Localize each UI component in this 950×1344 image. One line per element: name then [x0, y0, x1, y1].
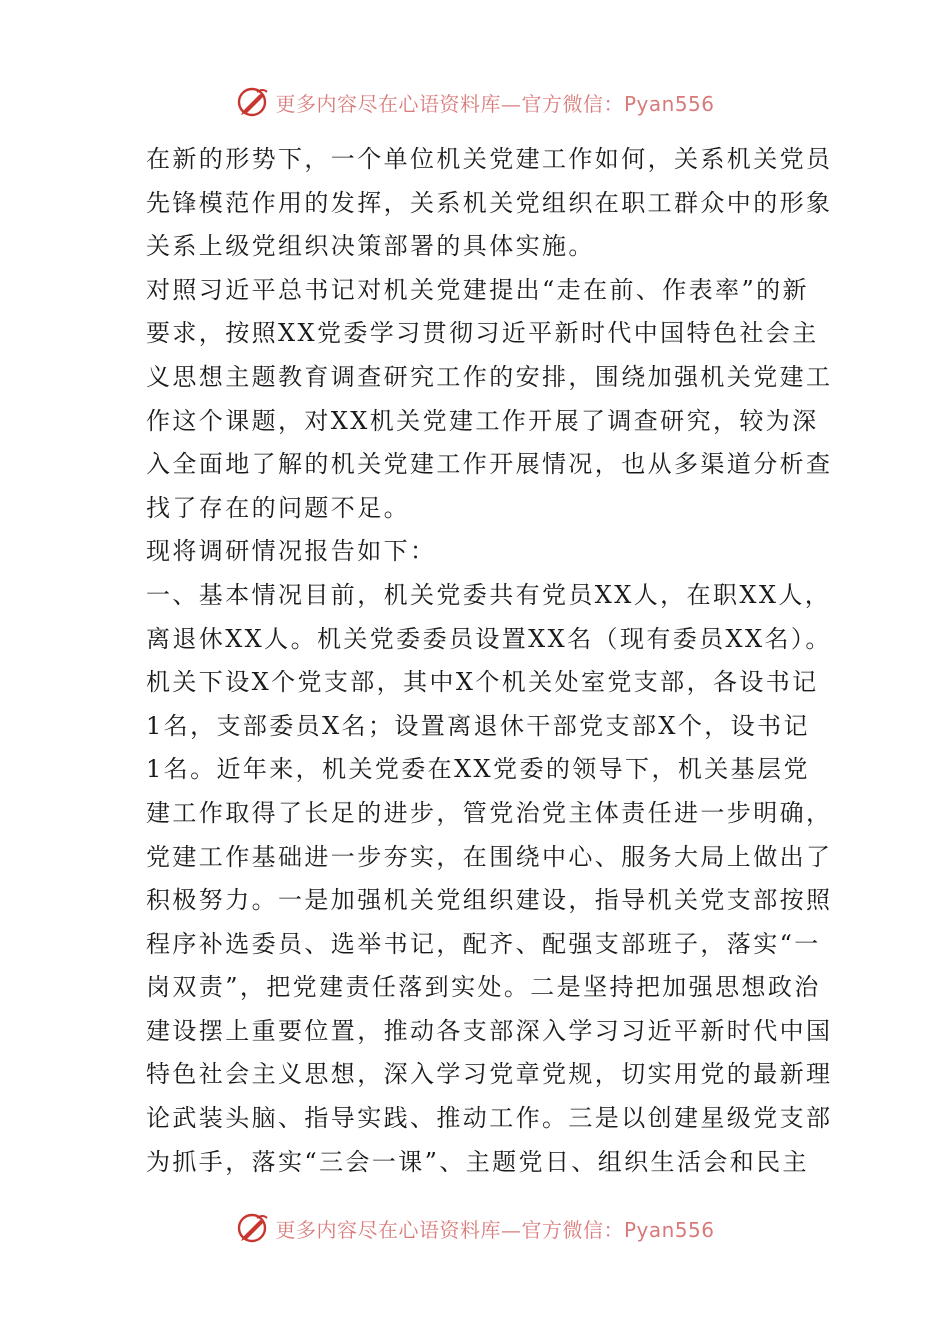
body-line: 1名。近年来，机关党委在XX党委的领导下，机关基层党 — [146, 755, 810, 784]
header-watermark-banner — [0, 82, 950, 122]
body-line: 作这个课题，对XX机关党建工作开展了调查研究，较为深 — [146, 406, 819, 435]
body-line: 1名，支部委员X名；设置离退休干部党支部X个，设书记 — [146, 711, 810, 740]
body-line: 论武装头脑、指导实践、推动工作。三是以创建星级党支部 — [146, 1104, 833, 1133]
body-line: 程序补选委员、选举书记，配齐、配强支部班子，落实“一 — [146, 929, 821, 958]
body-line: 要求，按照XX党委学习贯彻习近平新时代中国特色社会主 — [146, 319, 819, 348]
footer-watermark-text: 更多内容尽在心语资料库—官方微信：Pyan556 — [275, 1217, 715, 1242]
body-line: 党建工作基础进一步夯实，在围绕中心、服务大局上做出了 — [146, 842, 833, 871]
body-line: 对照习近平总书记对机关党建提出“走在前、作表率”的新 — [146, 275, 809, 304]
body-line: 积极努力。一是加强机关党组织建设，指导机关党支部按照 — [146, 886, 833, 915]
body-line: 找了存在的问题不足。 — [146, 493, 410, 522]
body-line: 离退休XX人。机关党委委员设置XX名（现有委员XX名）。 — [146, 624, 832, 653]
body-line: 特色社会主义思想，深入学习党章党规，切实用党的最新理 — [146, 1060, 833, 1089]
body-line: 为抓手，落实“三会一课”、主题党日、组织生活会和民主 — [146, 1147, 809, 1176]
footer-watermark-banner — [0, 1208, 950, 1248]
pen-logo-icon — [235, 84, 271, 120]
body-line: 义思想主题教育调查研究工作的安排，围绕加强机关党建工 — [146, 362, 833, 391]
body-line: 先锋模范作用的发挥，关系机关党组织在职工群众中的形象 — [146, 188, 833, 217]
body-line: 在新的形势下，一个单位机关党建工作如何，关系机关党员 — [146, 145, 833, 173]
body-line: 建设摆上重要位置，推动各支部深入学习习近平新时代中国 — [146, 1016, 833, 1045]
body-line: 建工作取得了长足的进步，管党治党主体责任进一步明确， — [146, 798, 833, 827]
body-line: 岗双责”，把党建责任落到实处。二是坚持把加强思想政治 — [146, 973, 821, 1002]
body-line: 机关下设X个党支部，其中X个机关处室党支部，各设书记 — [146, 668, 819, 697]
body-line: 关系上级党组织决策部署的具体实施。 — [146, 232, 595, 261]
document-body — [146, 138, 833, 1184]
pen-logo-icon — [235, 1210, 271, 1246]
body-line: 现将调研情况报告如下： — [146, 537, 437, 566]
body-line: 一、基本情况目前，机关党委共有党员XX人，在职XX人， — [146, 580, 832, 609]
body-line: 入全面地了解的机关党建工作开展情况，也从多渠道分析查 — [146, 450, 833, 479]
header-watermark-text: 更多内容尽在心语资料库—官方微信：Pyan556 — [275, 91, 715, 116]
